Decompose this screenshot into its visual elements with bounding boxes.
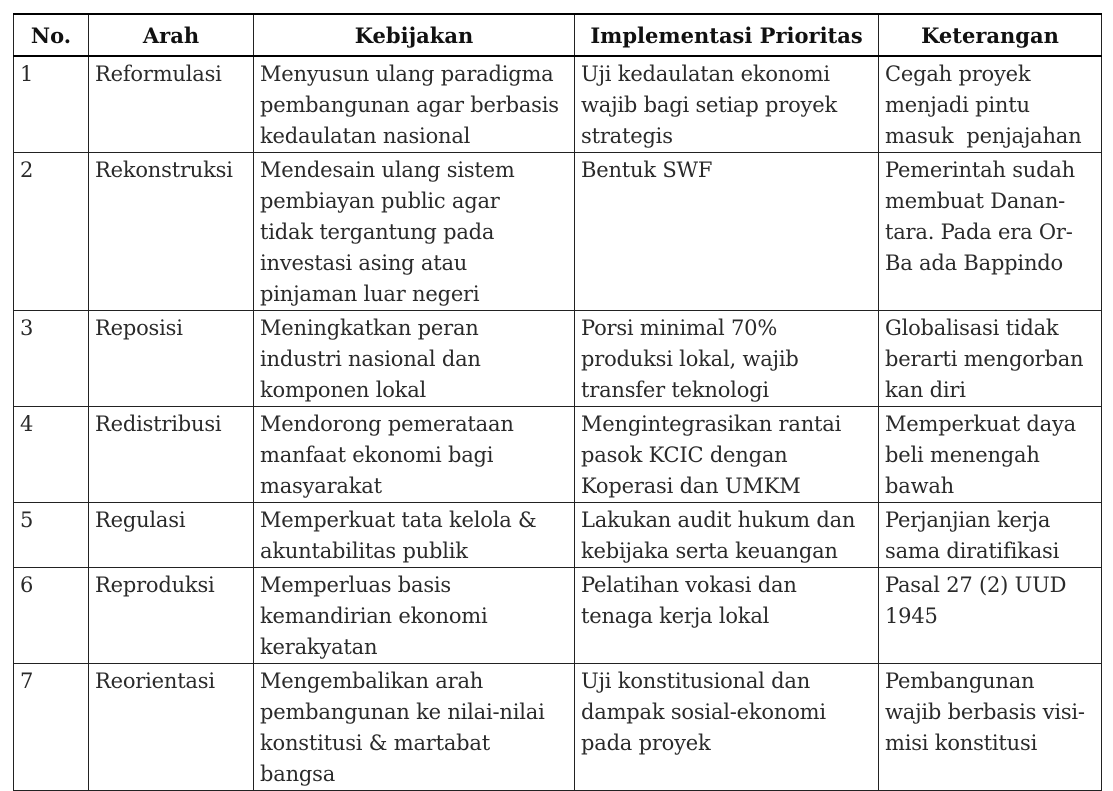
text-line: Mengintegrasikan rantai xyxy=(581,412,842,436)
cell-no: 4 xyxy=(14,407,89,503)
text-line: pembangunan agar berbasis xyxy=(260,93,559,117)
header-arah: Arah xyxy=(89,14,254,56)
text-line: pasok KCIC dengan xyxy=(581,443,788,467)
header-kebijakan: Kebijakan xyxy=(254,14,575,56)
table-row xyxy=(14,503,1102,568)
text-line: tidak tergantung pada xyxy=(260,220,495,244)
text-line: pada proyek xyxy=(581,731,711,755)
text-line: bangsa xyxy=(260,762,336,786)
text-line: Bentuk SWF xyxy=(581,158,713,182)
text-line: Cegah proyek xyxy=(885,62,1031,86)
text-line: beli menengah xyxy=(885,443,1040,467)
cell-no: 6 xyxy=(14,568,89,664)
cell-implementasi xyxy=(575,503,879,568)
text-line: Pelatihan vokasi dan xyxy=(581,573,797,597)
text-line: kan diri xyxy=(885,378,966,402)
text-line: tara. Pada era Or- xyxy=(885,220,1073,244)
text-line: Pasal 27 (2) UUD xyxy=(885,573,1067,597)
cell-kebijakan xyxy=(254,568,575,664)
text-line: Memperkuat tata kelola & xyxy=(260,508,537,532)
text-line: pembangunan ke nilai-nilai xyxy=(260,700,545,724)
header-implementasi: Implementasi Prioritas xyxy=(575,14,879,56)
text-line: komponen lokal xyxy=(260,378,427,402)
text-line: Mendorong pemerataan xyxy=(260,412,514,436)
cell-arah: Rekonstruksi xyxy=(89,153,254,311)
cell-no: 2 xyxy=(14,153,89,311)
text-line: kedaulatan nasional xyxy=(260,124,471,148)
text-line: 1945 xyxy=(885,604,938,628)
text-line: Uji konstitusional dan xyxy=(581,669,811,693)
text-line: menjadi pintu xyxy=(885,93,1030,117)
table-row xyxy=(14,153,1102,311)
cell-keterangan xyxy=(879,568,1102,664)
cell-arah: Regulasi xyxy=(89,503,254,568)
table-row xyxy=(14,568,1102,664)
text-line: membuat Danan- xyxy=(885,189,1066,213)
text-line: wajib bagi setiap proyek xyxy=(581,93,837,117)
cell-arah: Reposisi xyxy=(89,311,254,407)
text-line: Ba ada Bappindo xyxy=(885,251,1063,275)
text-line: produksi lokal, wajib xyxy=(581,347,799,371)
cell-kebijakan xyxy=(254,311,575,407)
text-line: Memperkuat daya xyxy=(885,412,1076,436)
cell-no: 3 xyxy=(14,311,89,407)
text-line: Koperasi dan UMKM xyxy=(581,474,801,498)
cell-kebijakan xyxy=(254,153,575,311)
text-line: Mengembalikan arah xyxy=(260,669,484,693)
cell-arah: Reorientasi xyxy=(89,664,254,791)
cell-kebijakan xyxy=(254,56,575,153)
cell-no: 7 xyxy=(14,664,89,791)
text-line: Lakukan audit hukum dan xyxy=(581,508,856,532)
text-line: industri nasional dan xyxy=(260,347,481,371)
text-line: Uji kedaulatan ekonomi xyxy=(581,62,830,86)
policy-table xyxy=(13,13,1102,791)
text-line: konstitusi & martabat xyxy=(260,731,490,755)
table-row xyxy=(14,407,1102,503)
text-line: pinjaman luar negeri xyxy=(260,282,480,306)
text-line: sama diratifikasi xyxy=(885,539,1060,563)
cell-arah: Redistribusi xyxy=(89,407,254,503)
text-line: berarti mengorban xyxy=(885,347,1084,371)
cell-kebijakan xyxy=(254,664,575,791)
text-line: Pemerintah sudah xyxy=(885,158,1075,182)
text-line: Mendesain ulang sistem xyxy=(260,158,515,182)
text-line: dampak sosial-ekonomi xyxy=(581,700,826,724)
cell-kebijakan xyxy=(254,503,575,568)
cell-implementasi xyxy=(575,664,879,791)
cell-keterangan xyxy=(879,664,1102,791)
cell-no: 5 xyxy=(14,503,89,568)
table-header-row xyxy=(14,14,1102,56)
text-line: wajib berbasis visi- xyxy=(885,700,1085,724)
text-line: bawah xyxy=(885,474,954,498)
cell-implementasi xyxy=(575,407,879,503)
text-line: Globalisasi tidak xyxy=(885,316,1059,340)
table-row xyxy=(14,664,1102,791)
text-line: kerakyatan xyxy=(260,635,378,659)
text-line: Porsi minimal 70% xyxy=(581,316,778,340)
text-line: strategis xyxy=(581,124,673,148)
cell-implementasi xyxy=(575,56,879,153)
text-line: misi konstitusi xyxy=(885,731,1038,755)
text-line: masuk penjajahan xyxy=(885,124,1082,148)
text-line: investasi asing atau xyxy=(260,251,468,275)
cell-keterangan xyxy=(879,153,1102,311)
text-line: pembiayan public agar xyxy=(260,189,500,213)
cell-keterangan xyxy=(879,407,1102,503)
text-line: tenaga kerja lokal xyxy=(581,604,770,628)
header-keterangan: Keterangan xyxy=(879,14,1102,56)
cell-no: 1 xyxy=(14,56,89,153)
header-no: No. xyxy=(14,14,89,56)
text-line: Meningkatkan peran xyxy=(260,316,479,340)
table-row xyxy=(14,311,1102,407)
text-line: Perjanjian kerja xyxy=(885,508,1051,532)
cell-implementasi xyxy=(575,568,879,664)
cell-arah: Reproduksi xyxy=(89,568,254,664)
text-line: Menyusun ulang paradigma xyxy=(260,62,554,86)
cell-implementasi xyxy=(575,153,879,311)
cell-keterangan xyxy=(879,56,1102,153)
cell-keterangan xyxy=(879,311,1102,407)
text-line: manfaat ekonomi bagi xyxy=(260,443,494,467)
text-line: Memperluas basis xyxy=(260,573,451,597)
cell-implementasi xyxy=(575,311,879,407)
text-line: kemandirian ekonomi xyxy=(260,604,488,628)
cell-kebijakan xyxy=(254,407,575,503)
text-line: transfer teknologi xyxy=(581,378,769,402)
text-line: kebijaka serta keuangan xyxy=(581,539,838,563)
cell-arah: Reformulasi xyxy=(89,56,254,153)
text-line: Pembangunan xyxy=(885,669,1035,693)
text-line: akuntabilitas publik xyxy=(260,539,468,563)
table-row xyxy=(14,56,1102,153)
text-line: masyarakat xyxy=(260,474,382,498)
cell-keterangan xyxy=(879,503,1102,568)
